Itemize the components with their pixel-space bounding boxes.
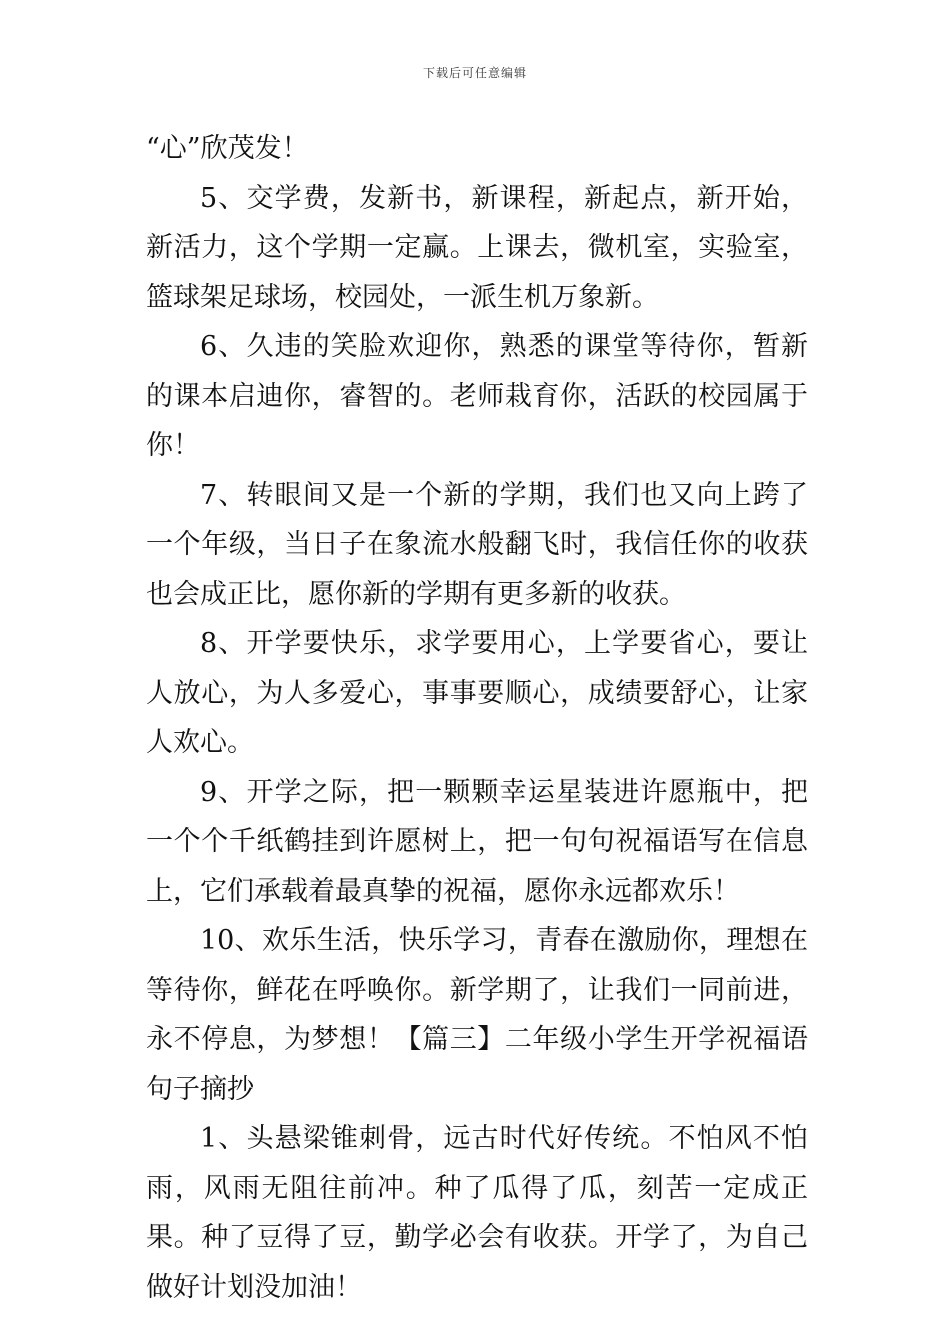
paragraph-item-8: 8、开学要快乐，求学要用心，上学要省心，要让人放心，为人多爱心，事事要顺心，成绩要舒心，让家人欢心。 xyxy=(146,628,808,758)
paragraph-continuation: “心”欣茂发！ xyxy=(146,133,309,164)
paragraph-item-5: 5、交学费，发新书，新课程，新起点，新开始，新活力，这个学期一定赢。上课去，微机室，实验室，篮球架足球场，校园处，一派生机万象新。 xyxy=(146,182,808,313)
paragraph-item-9: 9、开学之际，把一颗颗幸运星装进许愿瓶中，把一个个千纸鹤挂到许愿树上，把一句句祝福语写在信息上，它们承载着最真挚的祝福，愿你永远都欢乐！ xyxy=(146,776,808,907)
paragraph-item-7: 7、转眼间又是一个新的学期，我们也又向上跨了一个年级，当日子在象流水般翻飞时，我信任你的收获也会成正比，愿你新的学期有更多新的收获。 xyxy=(146,479,808,610)
paragraph-item-6: 6、久违的笑脸欢迎你，熟悉的课堂等待你，暂新的课本启迪你，睿智的。老师栽育你，活跃的校园属于你！ xyxy=(146,331,808,461)
page-header: 下载后可任意编辑 xyxy=(422,66,527,80)
document-body xyxy=(146,124,808,1312)
paragraph-item-1: 1、头悬梁锥刺骨，远古时代好传统。不怕风不怕雨，风雨无阻往前冲。种了瓜得了瓜，刻苦一定成正果。种了豆得了豆，勤学必会有收获。开学了，为自己做好计划没加油！ xyxy=(146,1123,808,1303)
paragraph-item-10: 10、欢乐生活，快乐学习，青春在激励你，理想在等待你，鲜花在呼唤你。新学期了，让我们一同前进，永不停息，为梦想！【篇三】二年级小学生开学祝福语句子摘抄 xyxy=(146,925,808,1105)
